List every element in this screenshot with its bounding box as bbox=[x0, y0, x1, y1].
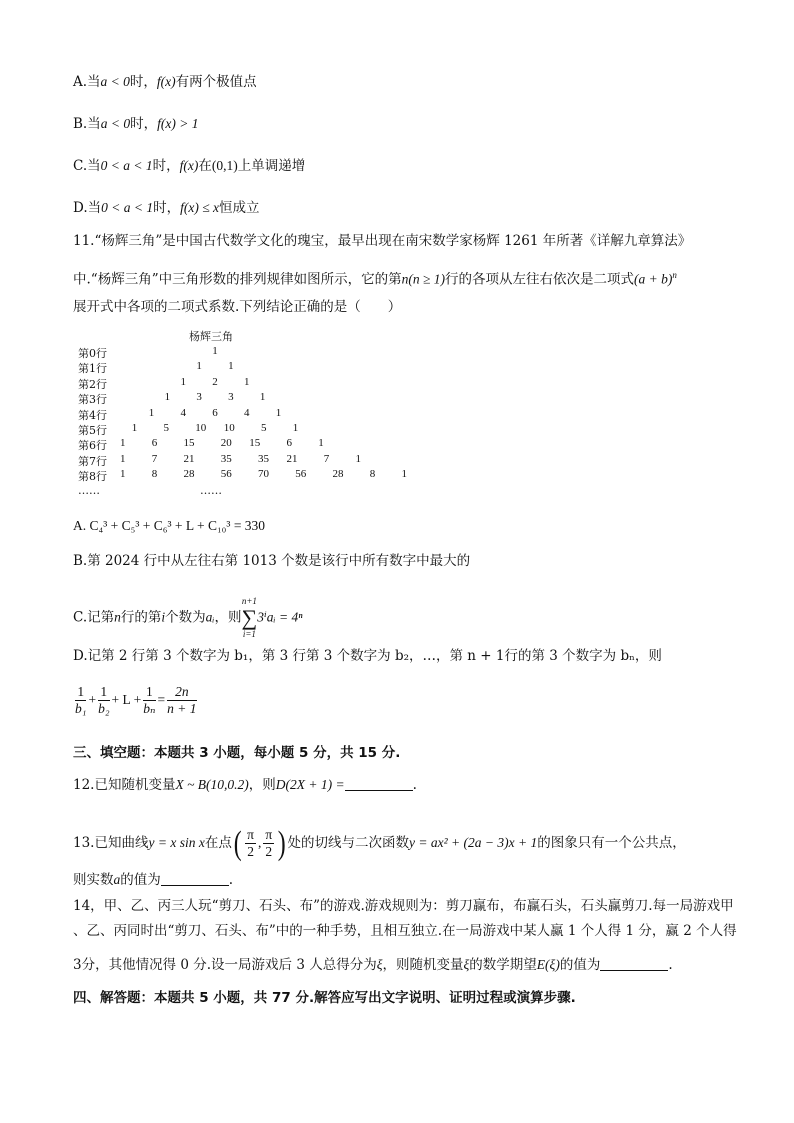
answer-blank[interactable] bbox=[345, 776, 413, 791]
text: C.记第 bbox=[73, 609, 115, 626]
figure-ellipsis-middle: …… bbox=[200, 484, 222, 497]
triangle-row-values: 1 6 15 20 15 6 1 bbox=[120, 437, 324, 450]
math-condition: 0 < a < 1 bbox=[100, 158, 153, 173]
text: 时， bbox=[153, 200, 181, 216]
math-expr: D(2X + 1) = bbox=[275, 777, 345, 792]
triangle-row-values: 1 2 1 bbox=[180, 375, 250, 388]
denominator: 2 bbox=[247, 844, 254, 859]
math-expr: (a + b) bbox=[634, 271, 673, 287]
text: 3分，其他情况得 0 分.设一局游戏后 3 人总得分为 bbox=[73, 957, 377, 973]
math-condition: a < 0 bbox=[100, 74, 130, 89]
q11-stem-line2 bbox=[73, 266, 677, 289]
denominator: n + 1 bbox=[167, 701, 197, 716]
text: 时， bbox=[152, 158, 180, 174]
answer-blank[interactable] bbox=[161, 871, 229, 886]
triangle-row-label: 第0行 bbox=[78, 347, 107, 360]
math-var: a bbox=[113, 872, 121, 887]
text: 行的各项从左往右依次是二项式 bbox=[445, 271, 635, 288]
denominator: b₂ bbox=[98, 701, 110, 716]
text: = bbox=[157, 692, 166, 707]
text: 有两个极值点 bbox=[175, 74, 257, 90]
fraction bbox=[75, 684, 86, 717]
q13-line1: 13.已知曲线y = x sin x在点( $\frac{\pi}{2}$ , $\frac{\pi}{2}$ ) 处的切线与二次函数y = ax² + (2a − 3)x + 1的图象只有一个公共点， bbox=[73, 824, 686, 862]
text: 个数为 bbox=[165, 609, 206, 626]
text: 在点 bbox=[204, 835, 232, 851]
text: 恒成立 bbox=[219, 200, 260, 216]
math-expr: f(x) bbox=[156, 74, 176, 89]
numerator: 2n bbox=[167, 684, 196, 701]
q10-option-c bbox=[73, 157, 305, 175]
q14-line3: 3分，其他情况得 0 分.设一局游戏后 3 人总得分为ξ，则随机变量ξ的数学期望E(ξ)的值为 . bbox=[73, 957, 673, 973]
numerator: π bbox=[265, 827, 273, 842]
option-label: D.当 bbox=[73, 200, 102, 216]
answer-blank[interactable] bbox=[600, 956, 668, 971]
math-var: ξ bbox=[463, 957, 470, 972]
math-var: aᵢ bbox=[205, 609, 215, 625]
triangle-row-values: 1 bbox=[212, 345, 218, 357]
text: 13.已知曲线 bbox=[73, 835, 149, 851]
math-condition: a < 0 bbox=[100, 116, 131, 131]
q13-line2: 则实数a的值为 . bbox=[73, 872, 234, 888]
text: 处的切线与二次函数 bbox=[287, 835, 410, 851]
numerator: 1 bbox=[75, 684, 86, 701]
math-expr: E(ξ) bbox=[536, 957, 560, 972]
math-var: ξ bbox=[376, 957, 383, 972]
math-expr: y = x sin x bbox=[148, 835, 205, 850]
triangle-row-label: 第2行 bbox=[78, 377, 107, 391]
text: 的值为 bbox=[120, 872, 161, 888]
q10-option-d bbox=[73, 199, 260, 217]
summation-symbol: n+1 ∑ i=1 bbox=[241, 596, 258, 639]
text: 的值为 bbox=[559, 957, 601, 973]
numerator: 1 bbox=[143, 684, 155, 701]
q14-line2: 、乙、丙同时出“剪刀、石头、布”中的一种手势，且相互独立.在一局游戏中某人赢 1 个人得 1 分，赢 2 个人得 bbox=[73, 923, 737, 939]
sum-upper: n+1 bbox=[241, 596, 257, 606]
math-exponent: n bbox=[672, 270, 677, 280]
triangle-row-label: 第4行 bbox=[78, 408, 107, 422]
math-expr: X ~ B(10,0.2) bbox=[175, 777, 249, 792]
q11-option-b: B.第 2024 行中从左往右第 1013 个数是该行中所有数字中最大的 bbox=[73, 553, 471, 569]
q11-stem-line3: 展开式中各项的二项式系数.下列结论正确的是（ ） bbox=[73, 299, 402, 315]
denominator: 2 bbox=[265, 844, 273, 859]
math-expr: f(x) bbox=[179, 158, 199, 173]
option-label: B.当 bbox=[73, 116, 101, 132]
triangle-row-label: 第6行 bbox=[78, 439, 107, 453]
text: + L + bbox=[111, 692, 142, 707]
denominator: bₙ bbox=[143, 701, 156, 716]
triangle-row-label: 第3行 bbox=[78, 393, 107, 407]
math-var: i bbox=[161, 609, 166, 625]
text: 12.已知随机变量 bbox=[73, 777, 176, 793]
text: 时， bbox=[130, 116, 158, 132]
triangle-row-values: 1 7 21 35 35 21 7 1 bbox=[120, 452, 361, 465]
text: 时， bbox=[129, 74, 157, 90]
triangle-row-values: 1 5 10 10 5 1 bbox=[131, 422, 299, 434]
q12 bbox=[73, 776, 417, 794]
text: 的数学期望 bbox=[469, 957, 537, 973]
denominator: b₁ bbox=[75, 701, 87, 716]
triangle-row-label: 第8行 bbox=[78, 470, 107, 484]
text: 则实数 bbox=[73, 872, 114, 888]
triangle-row-label: 第1行 bbox=[78, 362, 107, 376]
option-label: A.当 bbox=[73, 74, 101, 90]
text: ，则 bbox=[248, 777, 276, 793]
text: . bbox=[412, 777, 417, 793]
triangle-row-values: 1 1 bbox=[196, 360, 234, 373]
q11-option-a bbox=[73, 517, 265, 535]
figure-ellipsis-left: …… bbox=[78, 484, 100, 497]
text: 的图象只有一个公共点， bbox=[537, 835, 686, 851]
q11-option-d-line1: D.记第 2 行第 3 个数字为 b₁，第 3 行第 3 个数字为 b₂，…，第 n + 1行的第 3 个数字为 bₙ，则 bbox=[73, 648, 662, 664]
triangle-row-label: 第5行 bbox=[78, 424, 107, 437]
math-var: n bbox=[114, 609, 121, 625]
option-label: C.当 bbox=[73, 158, 101, 174]
math-expr: A. C₄³ + C₅³ + C₆³ + L + C₁₀³ = 330 bbox=[73, 518, 266, 533]
q11-stem-line1: 11.“杨辉三角”是中国古代数学文化的瑰宝，最早出现在南宋数学家杨辉 1261 年所著《详解九章算法》 bbox=[73, 233, 692, 249]
q14-line1: 14，甲、乙、丙三人玩“剪刀、石头、布”的游戏.游戏规则为：剪刀赢布，布赢石头，石头赢剪刀.每一局游戏甲 bbox=[73, 898, 734, 914]
section-heading-fill-in: 三、填空题：本题共 3 小题，每小题 5 分，共 15 分. bbox=[73, 745, 401, 761]
q11-option-c bbox=[73, 596, 302, 640]
text: 行的第 bbox=[120, 609, 162, 626]
fraction bbox=[263, 827, 274, 860]
q10-option-a bbox=[73, 73, 257, 91]
q11-option-d-line2: $\frac{1}{\text{b₁}}$ + $\frac{1}{\text{b₂}}$ + L + $\frac{1}{\text{bₙ}}$ = $\frac{2n}{n + 1}$ bbox=[75, 684, 197, 716]
triangle-row-values: 1 4 6 4 1 bbox=[148, 406, 282, 419]
text: ，则 bbox=[214, 609, 242, 626]
fraction bbox=[245, 827, 256, 860]
text: 中.“杨辉三角”中三角形数的排列规律如图所示，它的第 bbox=[73, 271, 402, 288]
sum-lower: i=1 bbox=[242, 629, 256, 639]
fraction bbox=[98, 684, 109, 717]
text: 在 bbox=[198, 158, 212, 174]
text: 上单调递增 bbox=[237, 158, 306, 174]
triangle-row-values: 1 8 28 56 70 56 28 8 1 bbox=[120, 468, 407, 481]
math-expr: f(x) > 1 bbox=[157, 116, 199, 131]
section-heading-solutions: 四、解答题：本题共 5 小题，共 77 分.解答应写出文字说明、证明过程或演算步骤. bbox=[73, 990, 576, 1006]
fraction bbox=[143, 684, 155, 717]
numerator: 1 bbox=[98, 684, 109, 701]
math-expr: f(x) ≤ x bbox=[180, 200, 220, 215]
triangle-row-label: 第7行 bbox=[78, 454, 107, 468]
q10-option-b bbox=[73, 115, 198, 133]
fraction bbox=[167, 684, 196, 717]
math-expr: y = ax² + (2a − 3)x + 1 bbox=[409, 835, 538, 850]
text: ，则随机变量 bbox=[382, 957, 464, 973]
math-expr: n(n ≥ 1) bbox=[401, 271, 446, 287]
numerator: π bbox=[247, 827, 254, 842]
triangle-row-values: 1 3 3 1 bbox=[164, 391, 266, 404]
figure-title: 杨辉三角 bbox=[189, 330, 233, 343]
math-condition: 0 < a < 1 bbox=[101, 200, 154, 215]
math-expr: 3ⁱaᵢ = 4ⁿ bbox=[257, 609, 303, 625]
math-interval: (0,1) bbox=[211, 158, 238, 173]
